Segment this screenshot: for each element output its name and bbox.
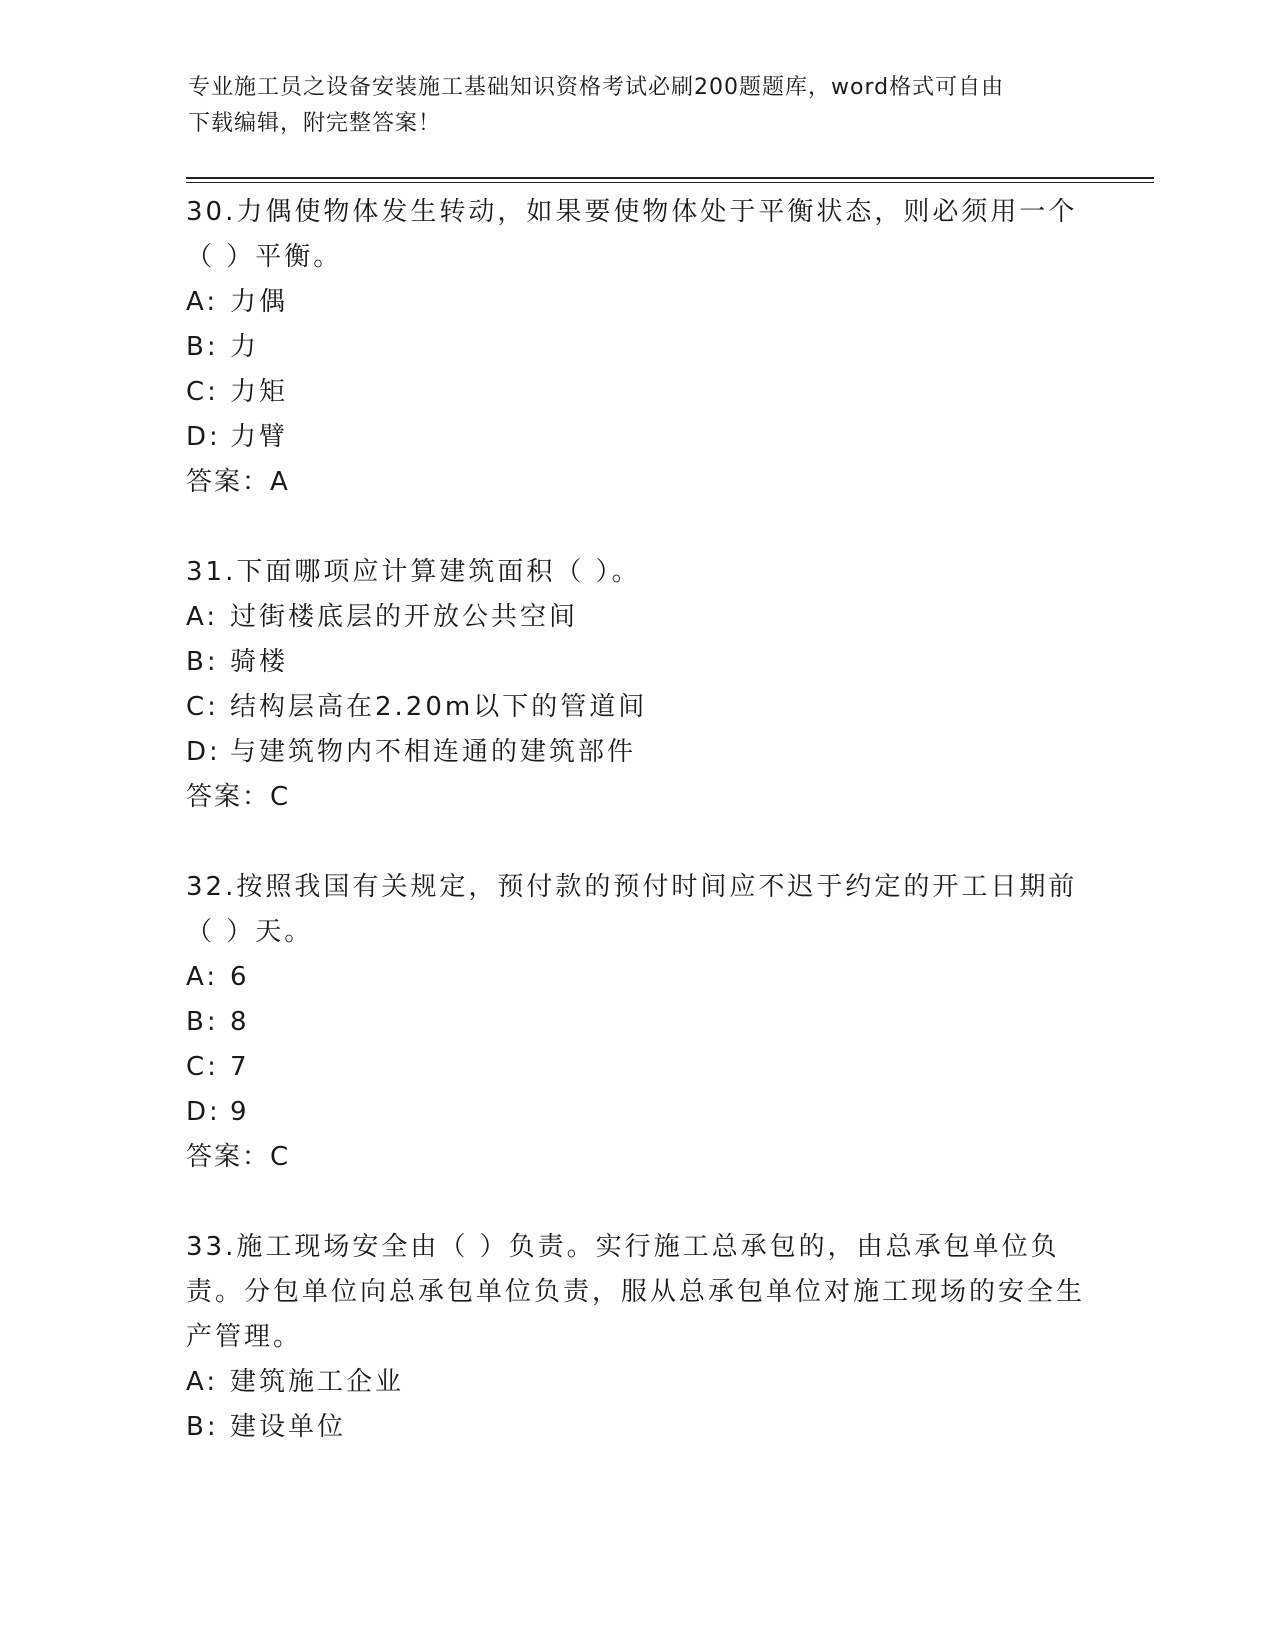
option-text: 骑楼 xyxy=(230,647,289,677)
option-text: 与建筑物内不相连通的建筑部件 xyxy=(230,737,637,767)
option-d xyxy=(186,730,1106,775)
option-text: 9 xyxy=(230,1097,250,1127)
option-text: 结构层高在2.20m以下的管道间 xyxy=(230,692,648,722)
header-line-2: 下载编辑，附完整答案！ xyxy=(188,111,442,136)
option-c xyxy=(186,685,1106,730)
option-letter: A: xyxy=(186,1367,219,1397)
option-letter: B: xyxy=(186,1412,219,1442)
option-letter: C: xyxy=(186,692,219,722)
option-text: 建筑施工企业 xyxy=(230,1367,405,1397)
option-b xyxy=(186,1405,1106,1450)
option-text: 力偶 xyxy=(230,287,289,317)
header-divider-thin xyxy=(186,182,1154,183)
option-letter: B: xyxy=(186,332,219,362)
question-stem: 33.施工现场安全由（ ）负责。实行施工总承包的，由总承包单位负责。分包单位向总承包单位负责，服从总承包单位对施工现场的安全生产管理。 xyxy=(186,1232,1086,1352)
option-text: 力 xyxy=(230,332,260,362)
option-text: 力矩 xyxy=(230,377,289,407)
option-a xyxy=(186,1360,1106,1405)
answer-line: 答案：A xyxy=(186,467,290,497)
question-stem: 31.下面哪项应计算建筑面积（ ）。 xyxy=(186,557,641,587)
option-letter: D: xyxy=(186,1097,221,1127)
option-c xyxy=(186,1045,1106,1090)
option-a xyxy=(186,955,1106,1000)
question-stem: 32.按照我国有关规定，预付款的预付时间应不迟于约定的开工日期前（ ）天。 xyxy=(186,872,1078,947)
question-30 xyxy=(186,190,1106,505)
option-letter: A: xyxy=(186,962,219,992)
option-d xyxy=(186,415,1106,460)
option-text: 8 xyxy=(230,1007,250,1037)
option-letter: D: xyxy=(186,422,221,452)
option-letter: D: xyxy=(186,737,221,767)
option-a xyxy=(186,280,1106,325)
option-c xyxy=(186,370,1106,415)
option-b xyxy=(186,325,1106,370)
option-letter: C: xyxy=(186,377,219,407)
option-b xyxy=(186,1000,1106,1045)
answer-line: 答案：C xyxy=(186,782,291,812)
question-list xyxy=(186,190,1106,1495)
option-text: 力臂 xyxy=(230,422,289,452)
option-letter: B: xyxy=(186,647,219,677)
header-divider-thick xyxy=(186,177,1154,179)
option-letter: A: xyxy=(186,287,219,317)
option-text: 建设单位 xyxy=(230,1412,347,1442)
answer-line: 答案：C xyxy=(186,1142,291,1172)
option-b xyxy=(186,640,1106,685)
option-text: 6 xyxy=(230,962,250,992)
option-letter: A: xyxy=(186,602,219,632)
option-letter: B: xyxy=(186,1007,219,1037)
header-line-1: 专业施工员之设备安装施工基础知识资格考试必刷200题题库，word格式可自由 xyxy=(188,75,1005,100)
question-32 xyxy=(186,865,1106,1180)
option-d xyxy=(186,1090,1106,1135)
option-letter: C: xyxy=(186,1052,219,1082)
option-text: 过街楼底层的开放公共空间 xyxy=(230,602,579,632)
question-33 xyxy=(186,1225,1106,1450)
option-a xyxy=(186,595,1106,640)
question-stem: 30.力偶使物体发生转动，如果要使物体处于平衡状态，则必须用一个（ ）平衡。 xyxy=(186,197,1078,272)
question-31 xyxy=(186,550,1106,820)
document-header xyxy=(188,70,1088,142)
option-text: 7 xyxy=(230,1052,250,1082)
